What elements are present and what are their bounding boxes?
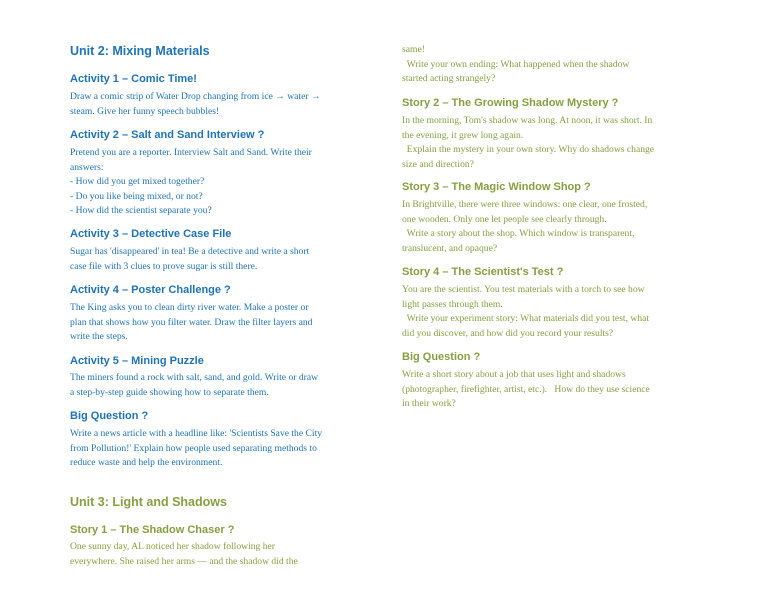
story-2-text — [402, 114, 654, 172]
text-line: did you discover, and how did you record your results? — [402, 327, 614, 339]
story-3-heading: Story 3 – The Magic Window Shop ? — [402, 181, 591, 193]
text-line: Sugar has 'disappeared' in tea! Be a detective and write a short — [70, 246, 310, 257]
text-line: one wooden. Only one let people see clearly through. — [402, 213, 607, 225]
text-line: In Brightville, there were three windows: one clear, one frosted, — [402, 199, 648, 210]
activity-1-heading: Activity 1 – Comic Time! — [70, 73, 197, 85]
text-line: (photographer, firefighter, artist, etc.). How do they use science — [402, 383, 650, 395]
activity-3-heading: Activity 3 – Detective Case File — [70, 228, 232, 240]
big-question-text — [402, 368, 650, 412]
text-line: started acting strangely? — [402, 73, 496, 84]
text-line: The King asks you to clean dirty river water. Make a poster or — [70, 302, 309, 313]
text-line: translucent, and opaque? — [402, 242, 498, 254]
story-1-heading: Story 1 – The Shadow Chaser ? — [70, 524, 235, 536]
text-line: from Pollution!' Explain how people used separating methods to — [70, 442, 317, 454]
text-line: The miners found a rock with salt, sand, and gold. Write or draw — [70, 372, 319, 383]
unit-3-heading: Unit 3: Light and Shadows — [70, 495, 227, 509]
text-line: light passes through them. — [402, 298, 503, 310]
text-line: answers: — [70, 161, 104, 173]
text-line: write the steps. — [70, 331, 128, 342]
text-line: Write a short story about a job that uses light and shadows — [402, 369, 626, 380]
text-line: plan that shows how you filter water. Draw the filter layers and — [70, 316, 313, 328]
text-line: steam. Give her funny speech bubbles! — [70, 105, 220, 117]
text-line: same! — [402, 44, 425, 55]
text-line: Pretend you are a reporter. Interview Salt and Sand. Write their — [70, 147, 312, 158]
activity-4-text — [70, 301, 312, 345]
big-question-text — [70, 427, 322, 471]
activity-1-text — [70, 90, 321, 119]
text-line: Write a news article with a headline like: 'Scientists Save the City — [70, 428, 323, 439]
text-line: case file with 3 clues to prove sugar is still there. — [70, 260, 258, 272]
text-line: You are the scientist. You test materials with a torch to see how — [402, 284, 645, 295]
text-line: a step-by-step guide showing how to separate them. — [70, 386, 269, 398]
text-line: Draw a comic strip of Water Drop changing from ice → water → — [70, 91, 321, 102]
text-line: the evening, it grew long again. — [402, 129, 524, 141]
activity-3-text — [70, 245, 309, 274]
text-line: size and direction? — [402, 158, 474, 170]
story-3-text — [402, 198, 647, 256]
activity-4-heading: Activity 4 – Poster Challenge ? — [70, 284, 231, 296]
text-line: Write your experiment story: What materials did you test, what — [402, 313, 650, 324]
activity-5-heading: Activity 5 – Mining Puzzle — [70, 355, 204, 367]
text-line: everywhere. She raised her arms — and the shadow did the — [70, 555, 298, 567]
text-line: reduce waste and help the environment. — [70, 457, 223, 468]
text-line: In the morning, Tom's shadow was long. At noon, it was short. In — [402, 115, 653, 126]
activity-2-text — [70, 146, 312, 219]
text-line: Explain the mystery in your own story. Why do shadows change — [402, 144, 655, 155]
text-line: Write a story about the shop. Which window is transparent, — [402, 228, 635, 239]
text-line: - How did you get mixed together? — [70, 176, 205, 187]
text-line: Write your own ending: What happened when the shadow — [402, 58, 630, 70]
text-line: - Do you like being mixed, or not? — [70, 190, 203, 202]
activity-2-heading: Activity 2 – Salt and Sand Interview ? — [70, 129, 265, 141]
text-line: One sunny day, AL noticed her shadow following her — [70, 541, 275, 552]
big-question-heading: Big Question ? — [70, 410, 149, 422]
story-4-text — [402, 283, 649, 341]
story-1-continued-text — [402, 43, 629, 87]
activity-5-text — [70, 371, 318, 400]
story-4-heading: Story 4 – The Scientist's Test ? — [402, 266, 564, 278]
story-2-heading: Story 2 – The Growing Shadow Mystery ? — [402, 97, 619, 109]
unit-2-heading: Unit 2: Mixing Materials — [70, 44, 210, 58]
text-line: in their work? — [402, 398, 456, 409]
big-question-heading: Big Question ? — [402, 351, 481, 363]
story-1-text — [70, 540, 298, 569]
text-line: - How did the scientist separate you? — [70, 205, 212, 216]
